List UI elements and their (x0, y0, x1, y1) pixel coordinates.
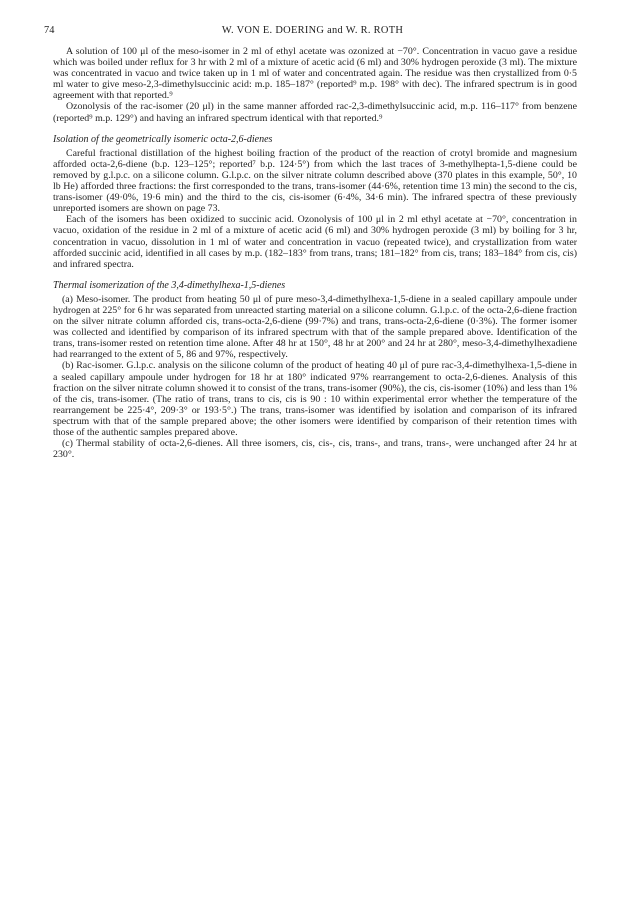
paragraph-fractional-distillation: Careful fractional distillation of the highest boiling fraction of the product of the reaction of crotyl bromide and magnesium afforded octa-2,6-diene (b.p. 123–125°; reported⁷ b.p. 124·5°) from which the last traces of 3-methylhepta-1,5-diene could be removed by g.l.p.c. on a silicone column. G.l.p.c. on the silver nitrate column described above (370 plates in this example, 50°, 10 lb He) afforded three fractions: the first corresponded to the trans, trans-isomer (44·6%, retention time 13 min) the second to the cis, trans-isomer (49·0%, 19·6 min) and the third to the cis, cis-isomer (6·4%, 34·6 min). The infrared spectra of these previously unreported isomers are shown on page 73. (53, 147, 577, 215)
page-header (0, 25, 625, 41)
page-number: 74 (44, 25, 55, 36)
paragraph-meso-isomer: (a) Meso-isomer. The product from heating 50 μl of pure meso-3,4-dimethylhexa-1,5-diene in a sealed capillary ampoule under hydrogen at 225° for 6 hr was separated from unreacted starting material on a silicone column. G.l.p.c. of the octa-2,6-diene fraction on the silver nitrate column afforded cis, trans-octa-2,6-diene (99·7%) and trans, trans-octa-2,6-diene (0·3%). The former isomer was collected and identified by comparison of its infrared spectrum with that of the sample prepared above. Identification of the trans, trans-isomer rested on retention time alone. After 48 hr at 150°, 48 hr at 200° and 24 hr at 280°, meso-3,4-dimethylhexadiene had rearranged to the extent of 5, 86 and 97%, respectively. (53, 293, 577, 361)
paragraph-rac-ozonolysis: Ozonolysis of the rac-isomer (20 μl) in the same manner afforded rac-2,3-dimethylsuccinic acid, m.p. 116–117° from benzene (reported⁹ m.p. 129°) and having an infrared spectrum identical with that reported.⁹ (53, 101, 577, 124)
paragraph-meso-ozonolysis: A solution of 100 μl of the meso-isomer in 2 ml of ethyl acetate was ozonized at −70°. Concentration in vacuo gave a residue which was boiled under reflux for 3 hr with 2 ml of a mixture of acetic acid (6 ml) and 30% hydrogen peroxide (3 ml). The mixture was concentrated in vacuo and twice taken up in 1 ml of water and concentrated again. The residue was then crystallized from 0·5 ml water to give meso-2,3-dimethylsuccinic acid: m.p. 185–187° (reported⁹ m.p. 198° with dec). The infrared spectrum is in good agreement with that reported.⁹ (53, 46, 577, 102)
page-body (53, 46, 577, 460)
section-heading-thermal-isomerization: Thermal isomerization of the 3,4-dimethylhexa-1,5-dienes (53, 279, 286, 291)
paragraph-rac-isomer: (b) Rac-isomer. G.l.p.c. analysis on the silicone column of the product of heating 40 μl of pure rac-3,4-dimethylhexa-1,5-diene in a sealed capillary ampoule under hydrogen for 18 hr at 180° indicated 97% rearrangement to octa-2,6-dienes. Analysis of this fraction on the silver nitrate column showed it to consist of the trans, trans-isomer (90%), the cis, cis-isomer (10%) and less than 1% of the cis, trans-isomer. (The ratio of trans, trans to cis, cis is 90 : 10 within experimental error whether the temperature of the rearrangement be 225·4°, 209·3° or 193·5°.) The trans, trans-isomer was identified by isolation and comparison of its infrared spectrum with that of the sample prepared above; the other isomers were identified by comparison of their retention times with those of the authentic samples prepared above. (53, 360, 577, 438)
paragraph-thermal-stability: (c) Thermal stability of octa-2,6-dienes. All three isomers, cis, cis-, cis, trans-, and trans, trans-, were unchanged after 24 hr at 230°. (53, 438, 577, 461)
paragraph-succinic-acid-oxidation: Each of the isomers has been oxidized to succinic acid. Ozonolysis of 100 μl in 2 ml ethyl acetate at −70°, concentration in vacuo, oxidation of the residue in 2 ml of a mixture of acetic acid (6 ml) and 30% hydrogen peroxide (3 ml) by boiling for 3 hr, concentration in vacuo, dissolution in 1 ml of water and concentration in vacuo (repeated twice), and crystallization from water afforded succinic acid, identified in all cases by m.p. (182–183° from trans, trans; 181–182° from cis, trans; 183–184° from cis, cis) and infrared spectra. (53, 214, 577, 270)
running-head: W. VON E. DOERING and W. R. ROTH (221, 25, 404, 36)
section-heading-isolation: Isolation of the geometrically isomeric octa-2,6-dienes (53, 133, 273, 145)
